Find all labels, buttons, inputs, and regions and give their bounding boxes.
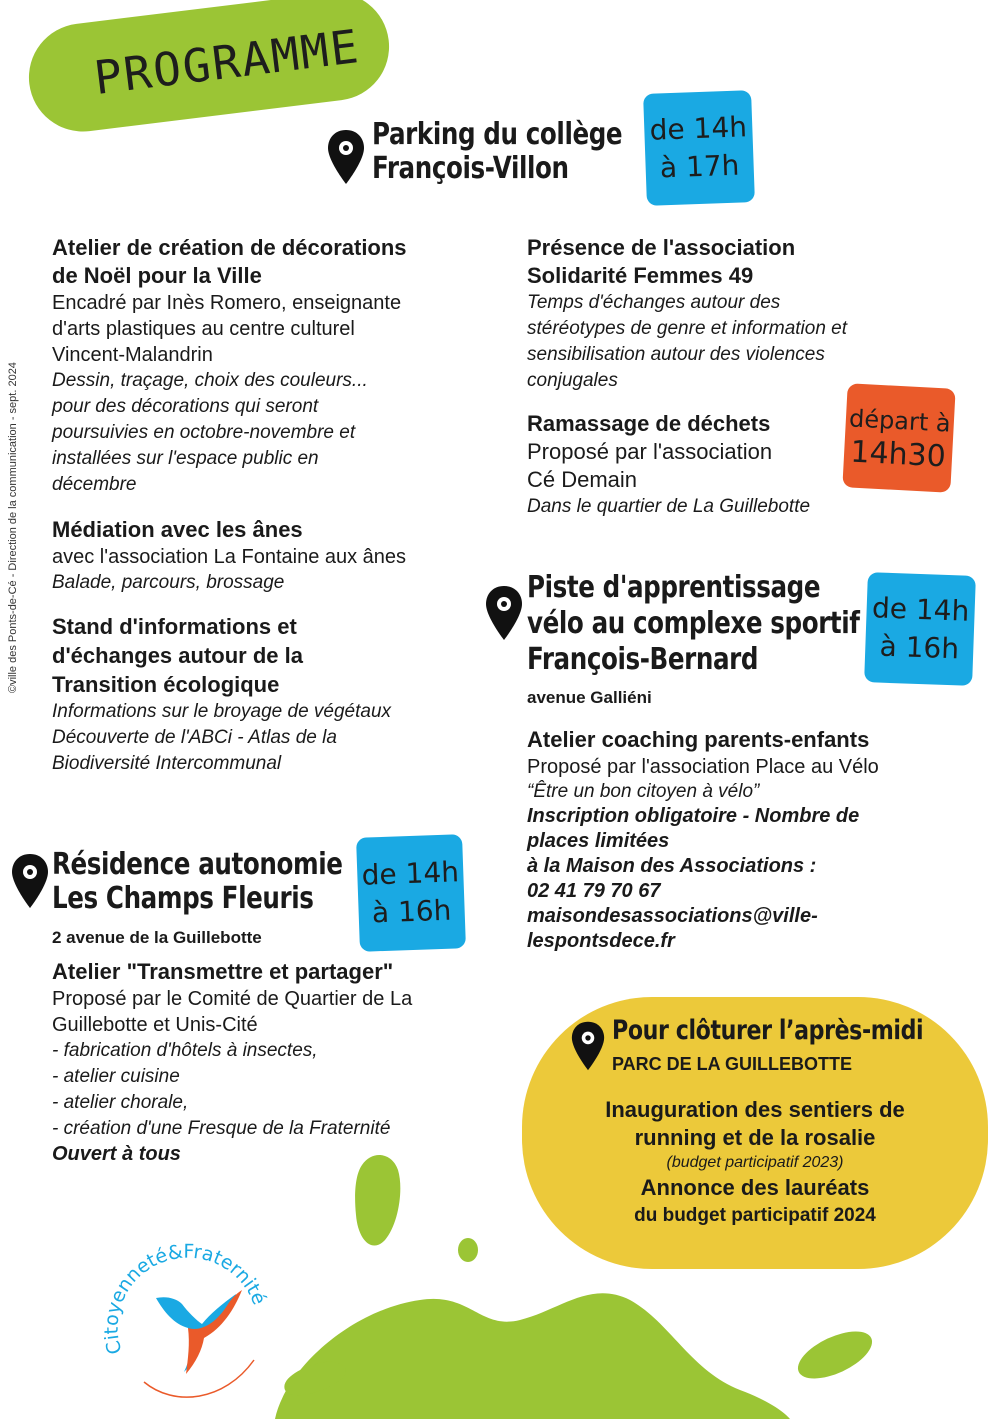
location-pin-icon [10,852,50,910]
activity-detail: “Être un bon citoyen à vélo” [527,781,760,802]
svg-text:Citoyenneté&Fraternité [104,1241,270,1357]
credit-text: ©ville des Ponts-de-Cé - Direction de la communication - sept. 2024 [7,362,19,693]
location-pin-icon [326,128,366,186]
venue-college-name [372,118,667,186]
activity-detail: - fabrication d'hôtels à insectes, [52,1040,318,1061]
venue-residence-name [52,848,364,916]
activity-desc: Proposé par le Comité de Quartier de La [52,988,413,1010]
programme-title: PROGRAMME [91,18,363,106]
activity-title: Transition écologique [52,672,280,697]
closing-line: running et de la rosalie [634,1125,876,1150]
location-pin-icon [570,1020,606,1072]
activity-desc: avec l'association La Fontaine aux ânes [52,546,407,568]
time-line: à 16h [371,893,452,930]
time-line: à 17h [659,148,740,185]
closing-line: Inauguration des sentiers de [605,1097,905,1122]
activity-title: Présence de l'association [527,235,796,260]
activity-desc: Proposé par l'association [527,439,773,464]
location-pin-icon [484,584,524,642]
time-line: à 16h [879,629,960,666]
time-line: de 14h [361,855,460,892]
activity-detail: - création d'une Fresque de la Fraternité [52,1118,391,1139]
venue-line: François-Villon [372,151,569,186]
activity-desc: Encadré par Inès Romero, enseignante [52,292,402,314]
activity-detail: pour des décorations qui seront [52,396,319,417]
activity-detail: Balade, parcours, brossage [52,572,285,593]
time-badge-piste [864,572,976,686]
time-badge-college [643,90,755,206]
activity-note: à la Maison des Associations : [527,855,817,877]
activity-detail: Dans le quartier de La Guillebotte [527,496,811,517]
activity-title: Médiation avec les ânes [52,517,303,542]
time-line: départ à [848,404,952,438]
logo-icon [104,1232,270,1404]
activity-detail: - atelier cuisine [52,1066,180,1087]
venue-piste-name [527,570,863,678]
activity-detail: - atelier chorale, [52,1092,189,1113]
activity-title: de Noël pour la Ville [52,263,262,288]
activity-detail: Biodiversité Intercommunal [52,753,282,774]
time-badge-residence [356,834,466,952]
venue-line: François-Bernard [527,642,759,677]
venue-line: Piste d'apprentissage [527,570,821,605]
venue-residence-address: 2 avenue de la Guillebotte [52,928,262,947]
activity-detail: sensibilisation autour des violences [527,344,825,365]
closing-content [540,1096,970,1230]
activity-note: 02 41 79 70 67 [527,880,661,902]
activity-detail: décembre [52,474,137,495]
citoyennete-fraternite-logo [104,1232,270,1404]
venue-line: Les Champs Fleuris [52,881,314,916]
activity-title: d'échanges autour de la [52,643,303,668]
activity-desc: Guillebotte et Unis-Cité [52,1014,258,1036]
closing-note: (budget participatif 2023) [666,1154,844,1171]
activity-note: maisondesassociations@ville- [527,905,818,927]
activity-transition [52,612,492,777]
activity-title: Solidarité Femmes 49 [527,263,754,288]
closing-title: Pour clôturer l’après-midi [612,1015,924,1046]
activity-title: Ramassage de déchets [527,411,771,436]
activity-anes [52,516,492,596]
closing-line: du budget participatif 2024 [634,1205,876,1226]
time-line: de 14h [871,591,970,628]
activity-solidarite [527,234,967,394]
venue-piste-address: avenue Galliéni [527,688,652,707]
activity-decorations [52,234,492,498]
activity-desc: Proposé par l'association Place au Vélo [527,756,879,778]
activity-transmettre [52,958,502,1167]
activity-title: Stand d'informations et [52,614,297,639]
logo-text: C yenneté&Fraternité [104,1240,270,1357]
activity-detail: Informations sur le broyage de végétaux [52,701,392,722]
activity-coaching [527,726,987,954]
activity-note: places limitées [527,830,670,852]
time-badge-dechets [842,383,955,493]
time-line: de 14h [649,110,748,147]
venue-line: vélo au complexe sportif [527,606,860,641]
activity-note: Inscription obligatoire - Nombre de [527,805,860,827]
activity-desc: d'arts plastiques au centre culturel [52,318,355,340]
activity-title: Atelier coaching parents-enfants [527,727,870,752]
venue-line: Résidence autonomie [52,847,343,882]
activity-detail: Temps d'échanges autour des [527,292,781,313]
activity-desc: Vincent-Malandrin [52,344,213,366]
closing-place: PARC DE LA GUILLEBOTTE [612,1054,852,1074]
venue-line: Parking du collège [372,117,623,152]
activity-desc: Cé Demain [527,467,638,492]
activity-detail: stéréotypes de genre et information et [527,318,848,339]
activity-title: Atelier "Transmettre et partager" [52,959,394,984]
activity-note: lespontsdece.fr [527,930,675,952]
time-line: 14h30 [849,434,947,475]
activity-dechets [527,410,847,520]
closing-line: Annonce des lauréats [640,1175,870,1200]
activity-detail: Dessin, traçage, choix des couleurs... [52,370,368,391]
activity-detail: poursuivies en octobre-novembre et [52,422,356,443]
activity-title: Atelier de création de décorations [52,235,407,260]
activity-detail: conjugales [527,370,618,391]
activity-note: Ouvert à tous [52,1143,181,1165]
activity-detail: installées sur l'espace public en [52,448,319,469]
activity-detail: Découverte de l'ABCi - Atlas de la [52,727,337,748]
